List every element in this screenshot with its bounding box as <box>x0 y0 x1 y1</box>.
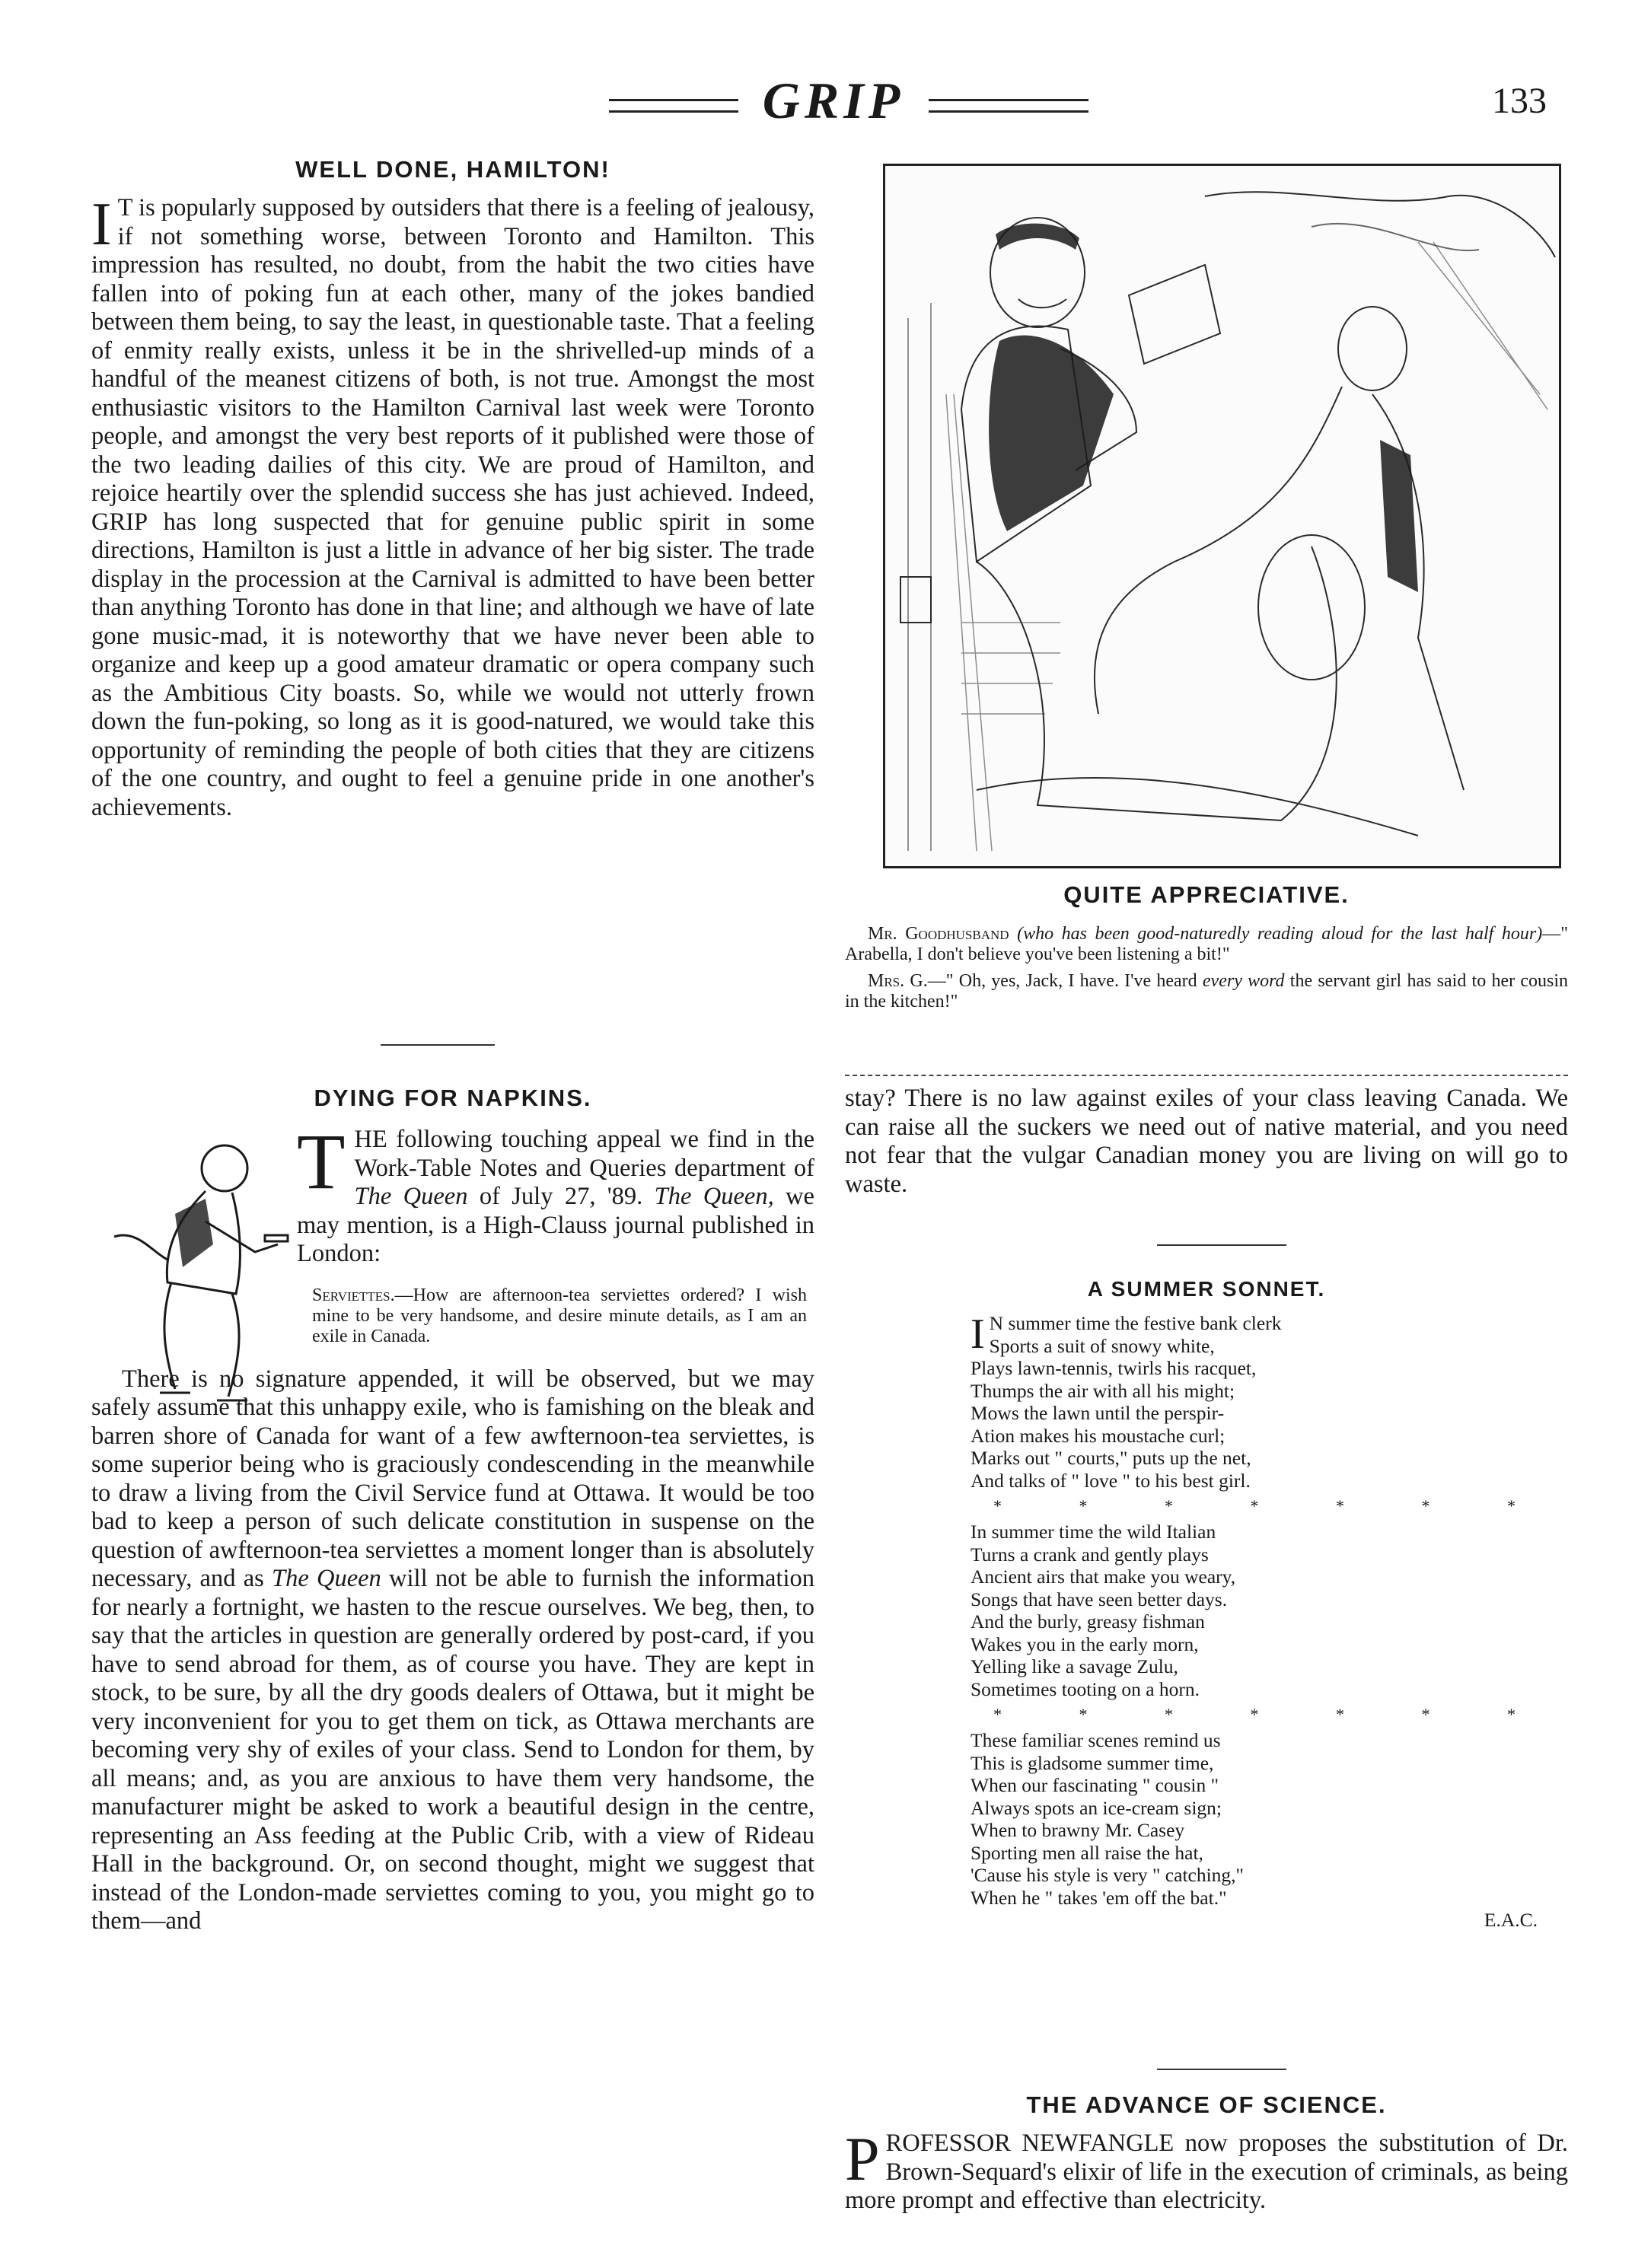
masthead-rule-right <box>929 99 1088 113</box>
stanza-separator: * * * * * * * <box>993 1705 1552 1724</box>
drop-cap: I <box>91 191 112 258</box>
caption-line-husband: Mr. Goodhusband (who has been good-naturedly reading aloud for the last half hour)—" Arabella, I don't believe you've been listening a bit!" <box>845 924 1568 964</box>
napkins-body: There is no signature appended, it will be observed, but we may safely assume that this unhappy exile, who is famishing on the bleak and barren shore of Canada for want of a few awfternoon-tea serviettes, is some superior being who is graciously condescending in the meanwhile to draw a living from the Civil Service fund at Ottawa. It would be too bad to keep a person of such delicate constitution in suspense on the question of awfternoon-tea serviettes a moment longer than is absolutely necessary, and as The Queen will not be able to furnish the information for nearly a fortnight, we hasten to the rescue ourselves. We beg, then, to say that the articles in question are generally ordered by post-card, if you have to send abroad for them, as of course you have. They are kept in stock, to be sure, by all the dry goods dealers of Ottawa, but it might be very inconvenient for you to get them on tick, as Ottawa merchants are becoming very shy of exiles of your class. Send to London for them, by all means; and, as you are anxious to have them very handsome, the manufacturer might be asked to work a beautiful design in the centre, representing an Ass feeding at the Public Crib, with a view of Rideau Hall in the background. Or, on second thought, might we suggest that instead of the London-made serviettes coming to you, you might go to them—and <box>91 1365 814 1935</box>
article-title: DYING FOR NAPKINS. <box>314 1085 592 1111</box>
napkins-continued <box>845 1085 1568 1199</box>
article-advance-of-science <box>845 2091 1568 2215</box>
article-dying-for-napkins <box>91 1085 814 1936</box>
poem-stanza-1: I N summer time the festive bank clerk Sports a suit of snowy white, Plays lawn-tennis, twirls his racquet, Thumps the air with all his might; Mows the lawn until the perspir- Ation makes his moustache curl; Marks out " courts," puts up the net, And talks of " love " to his best girl. <box>971 1311 1282 1492</box>
napkins-continued-body: stay? There is no law against exiles of your class leaving Canada. We can raise all the suckers we need out of native material, and you need not fear that the vulgar Canadian money you are living on will go to waste. <box>845 1085 1568 1198</box>
drop-cap: P <box>845 2124 880 2193</box>
cartoon-title: QUITE APPRECIATIVE. <box>1063 881 1350 908</box>
poem-stanza-3: These familiar scenes remind us This is gladsome summer time, When our fascinating " cousin " Always spots an ice-cream sign; When to brawny Mr. Casey Sporting men all raise the hat, 'Cause his style is very " catching," When he " takes 'em off the bat." <box>971 1729 1244 1909</box>
section-divider <box>381 1044 495 1046</box>
section-divider <box>845 1075 1568 1076</box>
cartoon-caption <box>845 881 1568 1012</box>
section-divider <box>1157 2069 1286 2070</box>
masthead <box>0 70 1651 131</box>
poem-title: A SUMMER SONNET. <box>1087 1277 1326 1301</box>
stanza-separator: * * * * * * * <box>993 1496 1552 1515</box>
article-body: I T is popularly supposed by outsiders that there is a feeling of jealousy, if not something worse, between Toronto and Hamilton. This impression has resulted, no doubt, from the habit the two cities have fallen into of poking fun at each other, many of the jokes bandied between them being, to say the least, in questionable taste. That a feeling of enmity really exists, unless it be in the shrivelled-up minds of a handful of the meanest citizens of both, is not true. Amongst the most enthusiastic visitors to the Hamilton Carnival last week were Toronto people, and amongst the very best reports of it published were those of the two leading dailies of this city. We are proud of Hamilton, and rejoice heartily over the splendid success she has just achieved. Indeed, GRIP has long suspected that for genuine public spirit in some directions, Hamilton is just a little in advance of her big sister. The trade display in the procession at the Carnival is admitted to have been better than anything Toronto has done in that line; and although we have of late gone music-mad, it is noteworthy that we have never been able to organize and keep up a good amateur dramatic or opera company such as the Ambitious City boasts. So, while we would not utterly frown down the fun-poking, so long as it is good-natured, we would take this opportunity of reminding the people of both cities that they are citizens of the one country, and ought to feel a genuine pride in one another's achievements. <box>91 191 814 821</box>
article-body: PROFESSOR NEWFANGLE now proposes the substitution of Dr. Brown-Sequard's elixir of life in the execution of criminals, as being more prompt and effective than electricity. <box>845 2124 1568 2214</box>
caption-line-wife: Mrs. G.—" Oh, yes, Jack, I have. I've heard every word the servant girl has said to her cousin in the kitchen!" <box>845 971 1568 1011</box>
poem-body <box>971 1312 1568 1909</box>
publication-title: GRIP <box>762 72 905 129</box>
napkins-intro: THE following touching appeal we find in the Work-Table Notes and Queries department of The Queen of July 27, '89. The Queen, we may mention, is a High-Clauss journal published in London: <box>297 1118 814 1267</box>
reading-couple-engraving <box>885 166 1559 866</box>
article-title: WELL DONE, HAMILTON! <box>295 156 610 183</box>
article-well-done-hamilton <box>91 156 814 822</box>
butler-sketch-illustration <box>91 1123 320 1427</box>
drop-cap: T <box>297 1118 346 1206</box>
page-number: 133 <box>1492 81 1547 121</box>
cartoon-illustration <box>883 164 1561 868</box>
section-divider <box>1157 1244 1286 1246</box>
poem-summer-sonnet <box>845 1277 1568 1932</box>
drop-cap: I <box>971 1311 985 1358</box>
poem-stanza-2: In summer time the wild Italian Turns a crank and gently plays Ancient airs that make you weary, Songs that have seen better days. And the burly, greasy fishman Wakes you in the early morn, Yelling like a savage Zulu, Sometimes tooting on a horn. <box>971 1521 1236 1700</box>
reader-query: Serviettes.—How are afternoon-tea serviettes ordered? I wish mine to be very handsome, and desire minute details, as I am an exile in Canada. <box>312 1285 807 1346</box>
poem-signature: E.A.C. <box>1484 1909 1538 1931</box>
article-title: THE ADVANCE OF SCIENCE. <box>1026 2091 1387 2118</box>
masthead-rule-left <box>609 99 738 113</box>
